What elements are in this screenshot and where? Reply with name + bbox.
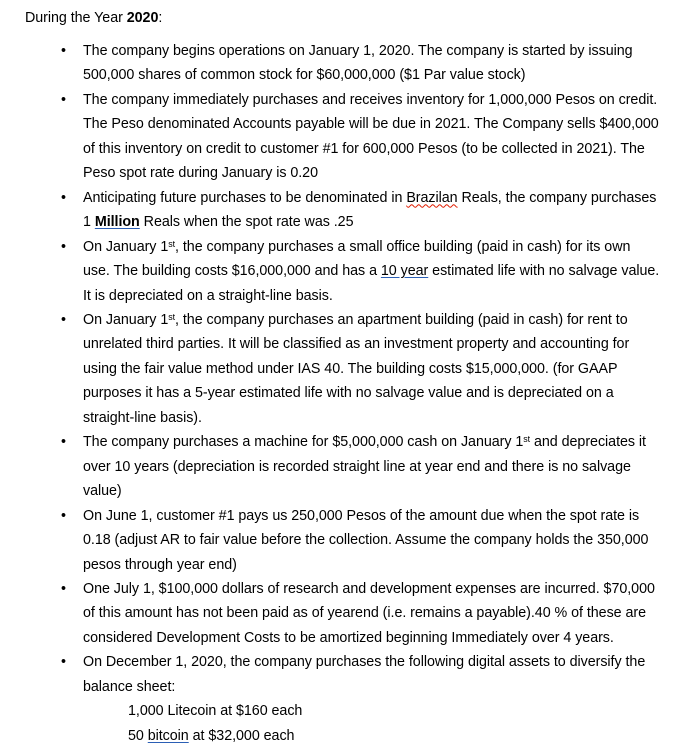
- bullet-text: [83, 239, 659, 304]
- text-run: The company begins operations on January 1, 2020. The company is started by issuing 500,000 shares of common stock for $60,000,000 ($1 Par value stock): [83, 43, 633, 84]
- bullet-research-development: [0, 577, 696, 650]
- bullet-text: [83, 434, 646, 499]
- text-run: The company purchases a machine for $5,000,000 cash on January 1: [83, 434, 524, 451]
- bullet-brazilian-reals: [0, 186, 696, 235]
- text-run: , the company purchases a small office building (paid in cash) for its own use. The building costs $16,000,000 and has a: [83, 238, 631, 280]
- bullet-icon: •: [61, 311, 66, 328]
- text-run: The company immediately purchases and receives inventory for 1,000,000 Pesos on credit. The Peso denominated Accounts payable will be due in 2021. The Company sells $400,000 of this inventory on credit to customer #1 for 600,000 Pesos (to be collected in 2021). The Peso spot rate during January is 0.20: [83, 91, 659, 182]
- text-run: On December 1, 2020, the company purchases the following digital assets to diversify the balance sheet:: [83, 654, 646, 695]
- bullet-list: [0, 39, 696, 748]
- bullet-digital-assets: [0, 650, 696, 748]
- page-title-prefix: During the Year: [25, 10, 127, 26]
- bullet-icon: •: [61, 434, 66, 451]
- text-run: st: [168, 311, 176, 322]
- text-run: On January 1: [83, 311, 169, 328]
- text-run: st: [168, 238, 176, 249]
- text-run: bitcoin: [147, 727, 189, 744]
- text-run: Brazilan: [406, 189, 458, 206]
- bullet-text: [83, 654, 645, 694]
- text-run: Reals when the spot rate was .25: [139, 214, 354, 231]
- bullet-icon: •: [61, 580, 66, 597]
- text-run: and depreciates it over 10 years (depreciation is recorded straight line at year end and there is no salvage value): [83, 434, 646, 500]
- text-run: at $32,000 each: [188, 727, 295, 744]
- text-run: st: [523, 434, 531, 444]
- text-run: 1,000 Litecoin at $160 each: [128, 703, 303, 720]
- page-title-suffix: :: [158, 10, 163, 26]
- bullet-icon: •: [61, 507, 66, 524]
- text-run: , the company purchases an apartment building (paid in cash) for rent to unrelated third parties. It will be classified as an investment property and accounting for using the fair value method under IAS 40. The building costs $15,000,000. (for GAAP purposes it has a 5-year estimated life with no salvage value and is depreciated on a straight-line basis).: [83, 311, 630, 426]
- text-run: 10 year: [380, 263, 429, 280]
- bullet-icon: •: [61, 238, 66, 255]
- text-run: Anticipating future purchases to be denominated in: [83, 189, 407, 206]
- subline-litecoin: [83, 699, 660, 723]
- text-run: Million: [94, 214, 140, 231]
- bullet-apartment-building: [0, 308, 696, 430]
- text-run: On January 1: [83, 238, 169, 255]
- bullet-icon: •: [61, 654, 66, 671]
- page-title-year: 2020: [126, 10, 159, 26]
- bullet-office-building: [0, 235, 696, 308]
- bullet-inventory-purchase: [0, 88, 696, 186]
- bullet-icon: •: [61, 189, 66, 206]
- bullet-customer-payment: [0, 504, 696, 577]
- bullet-text: [83, 43, 633, 83]
- bullet-text: [83, 92, 659, 181]
- text-run: Reals, the company purchases 1: [83, 189, 657, 231]
- bullet-icon: •: [61, 91, 66, 108]
- bullet-text: [83, 508, 648, 573]
- bullet-text: [83, 581, 655, 646]
- bullet-text: [83, 190, 656, 230]
- page-title: [25, 6, 696, 30]
- bullet-machine-purchase: [0, 430, 696, 503]
- text-run: On June 1, customer #1 pays us 250,000 Pesos of the amount due when the spot rate is 0.18 (adjust AR to fair value before the collection. Assume the company holds the 350,000 pesos through year end): [83, 507, 649, 573]
- text-run: 50: [128, 727, 148, 744]
- bullet-text: [83, 312, 629, 426]
- text-run: One July 1, $100,000 dollars of research and development expenses are incurred. $70,000 of this amount has not been paid as of yearend (i.e. remains a payable).40 % of these are considered Development Costs to be amortized beginning Immediately over 4 years.: [83, 580, 655, 646]
- subline-bitcoin: [83, 724, 660, 748]
- bullet-icon: •: [61, 43, 66, 59]
- text-run: estimated life with no salvage value. It is depreciated on a straight-line basis.: [83, 263, 660, 304]
- bullet-operations-start: [0, 39, 696, 88]
